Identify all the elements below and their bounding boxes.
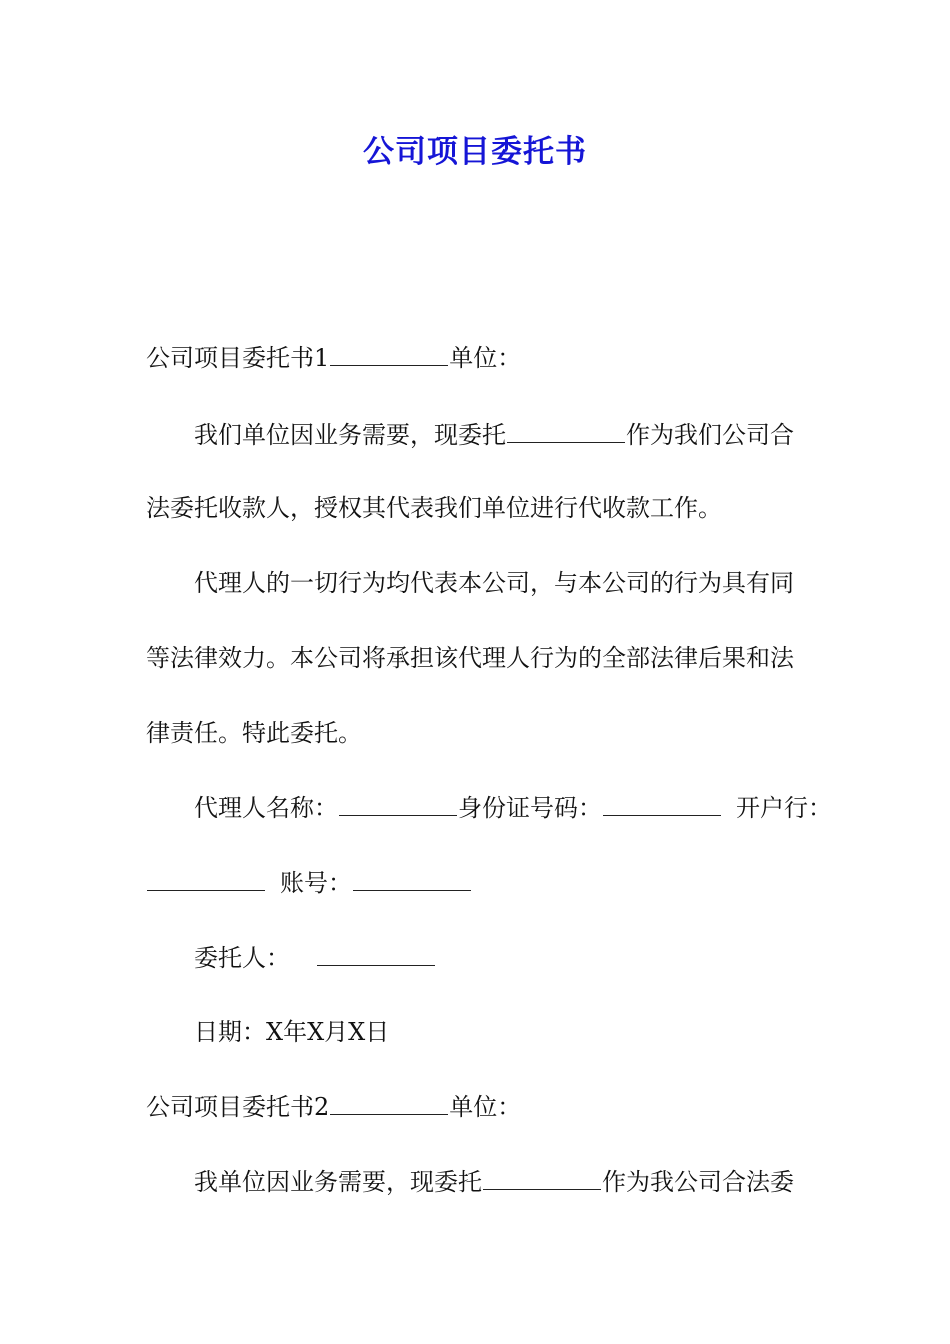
section1-paragraph1-line2: 法委托收款人，授权其代表我们单位进行代收款工作。 — [146, 494, 722, 522]
section1-paragraph2-line1: 代理人的一切行为均代表本公司，与本公司的行为具有同 — [194, 569, 794, 597]
blank-field — [330, 339, 448, 366]
document-title: 公司项目委托书 — [363, 134, 587, 170]
blank-field — [330, 1088, 448, 1115]
paragraph-text: 作为我公司合法委 — [602, 1168, 794, 1196]
section1-paragraph2-line3: 律责任。特此委托。 — [146, 719, 362, 747]
id-number-blank — [603, 789, 721, 816]
blank-field — [507, 416, 625, 443]
section1-heading — [146, 338, 826, 378]
agent-name-label: 代理人名称： — [194, 794, 338, 822]
blank-field — [483, 1163, 601, 1190]
principal-label: 委托人： — [194, 944, 290, 972]
heading-text: 公司项目委托书2 — [146, 1093, 330, 1121]
principal-line — [194, 938, 874, 978]
section1-paragraph1-line1 — [194, 415, 874, 455]
section1-paragraph2-line2: 等法律效力。本公司将承担该代理人行为的全部法律后果和法 — [146, 644, 794, 672]
agent-info-line2 — [146, 863, 826, 903]
principal-blank — [317, 939, 435, 966]
heading-text: 公司项目委托书1 — [146, 344, 330, 372]
id-number-label: 身份证号码： — [458, 794, 602, 822]
agent-name-blank — [339, 789, 457, 816]
agent-info-line1 — [194, 788, 874, 828]
section2-heading — [146, 1087, 826, 1127]
date-line: 日期：X年X月X日 — [194, 1018, 390, 1046]
paragraph-text: 作为我们公司合 — [626, 421, 794, 449]
heading-suffix: 单位： — [449, 344, 522, 372]
bank-label: 开户行： — [736, 794, 832, 822]
account-label: 账号： — [280, 869, 352, 897]
section2-paragraph1-line1 — [194, 1162, 874, 1202]
heading-suffix: 单位： — [449, 1093, 522, 1121]
bank-blank — [147, 864, 265, 891]
paragraph-text: 我们单位因业务需要，现委托 — [194, 421, 506, 449]
paragraph-text: 我单位因业务需要，现委托 — [194, 1168, 482, 1196]
account-blank — [353, 864, 471, 891]
